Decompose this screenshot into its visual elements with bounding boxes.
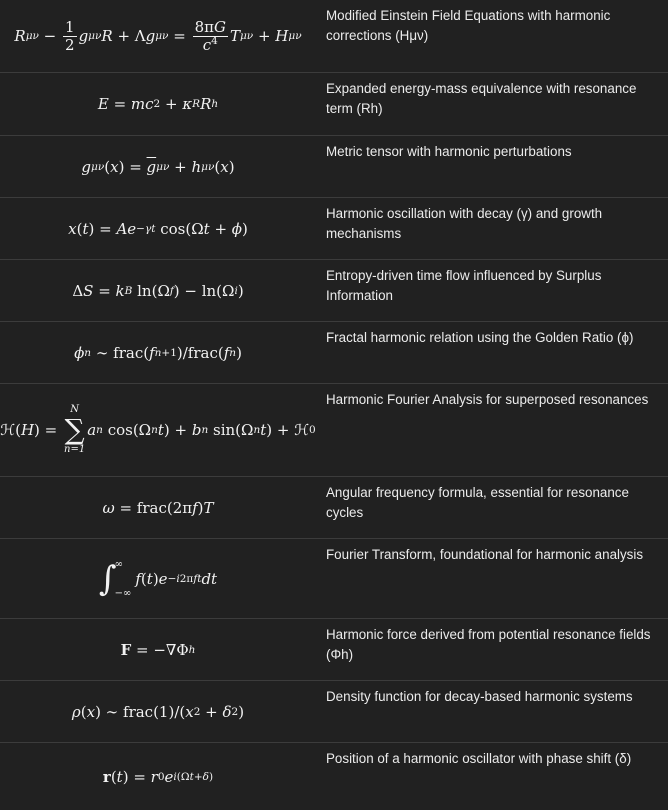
description: Harmonic force derived from potential resonance fields (Φh) — [326, 627, 651, 662]
equation-density-function: ρ ( x ) ∼ frac(1)/( x 2 + δ 2 ) — [71, 702, 245, 721]
description: Density function for decay-based harmonic systems — [326, 689, 633, 704]
description: Fractal harmonic relation using the Golden Ratio (ϕ) — [326, 330, 634, 345]
table-row — [0, 260, 668, 322]
equation-fourier-series: ℋ ( H ) = N ∑ n=1 a n cos(Ω n t ) + b n sin(Ω n t ) + ℋ 0 — [0, 404, 316, 455]
description: Expanded energy-mass equivalence with resonance term (Rh) — [326, 81, 637, 116]
description: Harmonic oscillation with decay (γ) and growth mechanisms — [326, 206, 603, 241]
table-row — [0, 539, 668, 619]
equation-angular-frequency: ω = frac(2π f ) T — [102, 498, 214, 517]
table-row — [0, 384, 668, 477]
equation-einstein-field: R μν − $\frac{1}{2}$ g μν R + Λ g μν = $\frac{8\pi G}{c^4}$ T μν + H μν — [14, 17, 302, 54]
table-row — [0, 73, 668, 136]
description: Fourier Transform, foundational for harmonic analysis — [326, 547, 644, 562]
table-row — [0, 619, 668, 681]
equation-harmonic-force: F = −∇Φ h — [120, 640, 196, 659]
description: Metric tensor with harmonic perturbations — [326, 144, 572, 159]
description: Entropy-driven time flow influenced by Surplus Information — [326, 268, 602, 303]
table-row — [0, 681, 668, 743]
table-row — [0, 743, 668, 810]
table-row — [0, 198, 668, 260]
description: Angular frequency formula, essential for resonance cycles — [326, 485, 629, 520]
table-row — [0, 477, 668, 539]
table-row — [0, 136, 668, 198]
description: Modified Einstein Field Equations with harmonic corrections (Hμν) — [326, 8, 611, 43]
equation-harmonic-oscillation: x ( t ) = Ae −γt cos(Ω t + ϕ ) — [68, 219, 248, 238]
table-row — [0, 0, 668, 73]
description: Position of a harmonic oscillator with phase shift (δ) — [326, 751, 632, 766]
equation-metric-tensor: g μν ( x ) = $\overline{g}$ μν + h μν ( x ) — [81, 157, 235, 176]
equation-energy-mass: E = mc 2 + κ R R h — [97, 95, 219, 113]
description: Harmonic Fourier Analysis for superposed resonances — [326, 392, 649, 407]
equation-golden-ratio: ϕ n ∼ frac( f n+1 )/frac( f n ) — [74, 343, 242, 362]
table-row — [0, 322, 668, 384]
equation-oscillator-position: r ( t ) = r 0 e i(Ωt+δ) — [102, 767, 214, 786]
equation-entropy: Δ S = k B ln(Ω f ) − ln(Ω i ) — [72, 281, 244, 300]
equation-fourier-transform: ∫ ∞ −∞ f ( t ) e −i2πft dt — [98, 558, 218, 599]
